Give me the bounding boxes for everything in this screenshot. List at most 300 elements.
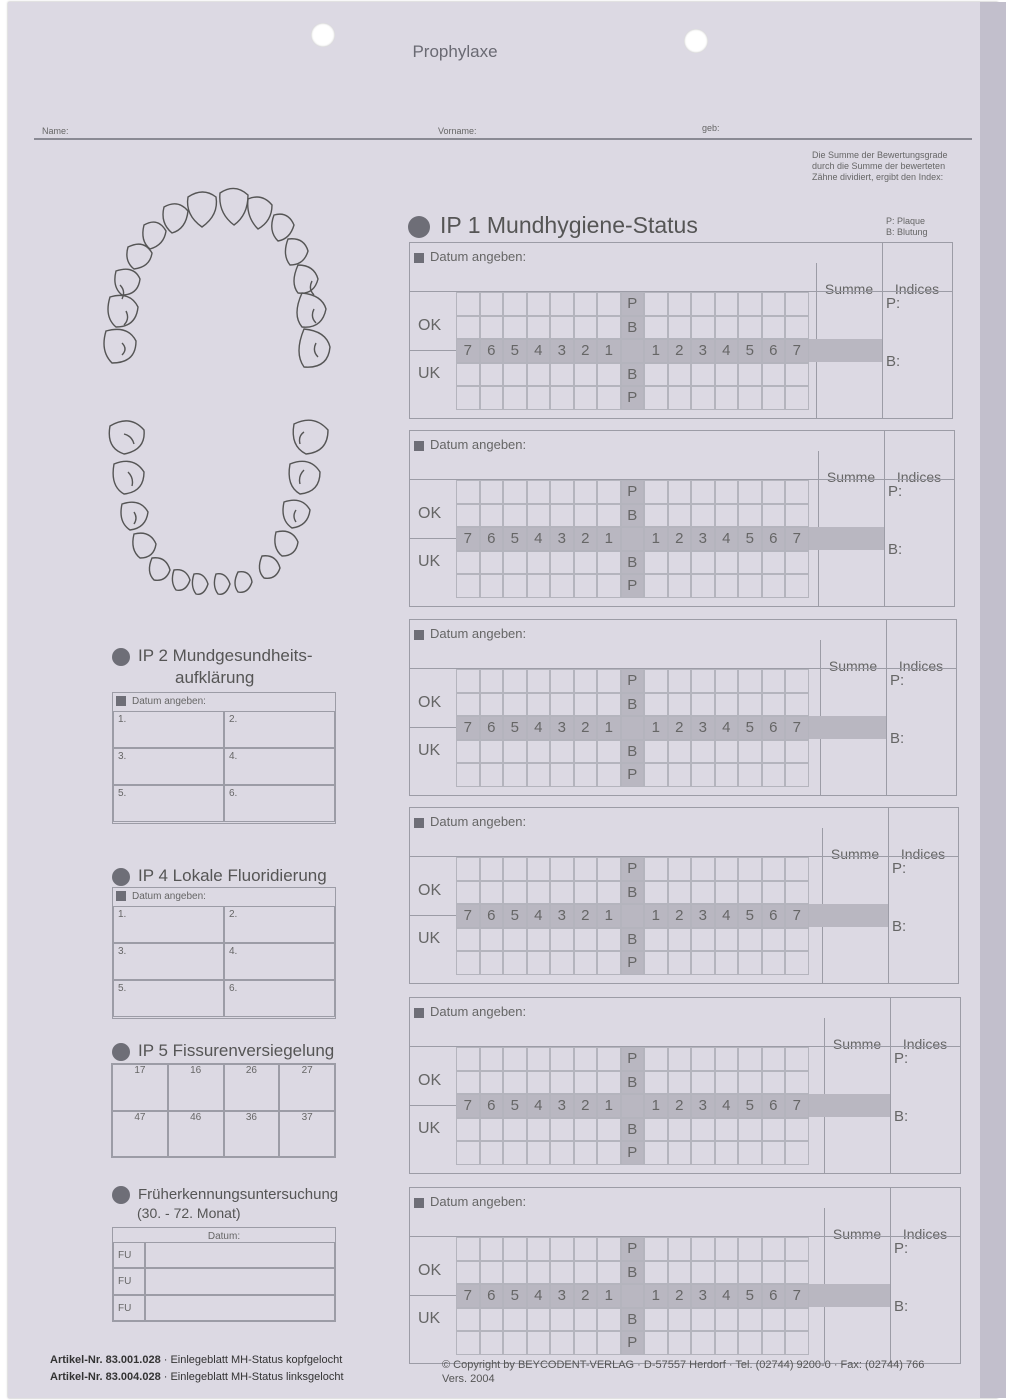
- score-cell[interactable]: [456, 292, 480, 316]
- score-cell[interactable]: [785, 316, 809, 340]
- score-cell[interactable]: [597, 669, 621, 693]
- score-cell[interactable]: [691, 1331, 715, 1355]
- score-cell[interactable]: [691, 1118, 715, 1142]
- score-cell[interactable]: [644, 693, 668, 717]
- score-cell[interactable]: [644, 1308, 668, 1332]
- score-cell[interactable]: [738, 574, 762, 598]
- score-cell[interactable]: [785, 551, 809, 575]
- score-cell[interactable]: [480, 1071, 504, 1095]
- score-cell[interactable]: [480, 857, 504, 881]
- score-cell[interactable]: [715, 740, 739, 764]
- score-cell[interactable]: [762, 763, 786, 787]
- score-cell[interactable]: [668, 316, 692, 340]
- score-cell[interactable]: [456, 504, 480, 528]
- score-cell[interactable]: [503, 951, 527, 975]
- score-cell[interactable]: [503, 857, 527, 881]
- score-cell[interactable]: [503, 1071, 527, 1095]
- score-cell[interactable]: [574, 928, 598, 952]
- score-cell[interactable]: [503, 1118, 527, 1142]
- score-cell[interactable]: [574, 316, 598, 340]
- score-cell[interactable]: [597, 1261, 621, 1285]
- score-cell[interactable]: [480, 740, 504, 764]
- score-cell[interactable]: [597, 951, 621, 975]
- score-cell[interactable]: [527, 693, 551, 717]
- score-cell[interactable]: [738, 1308, 762, 1332]
- score-cell[interactable]: [574, 669, 598, 693]
- score-cell[interactable]: [527, 1047, 551, 1071]
- score-cell[interactable]: [503, 480, 527, 504]
- score-cell[interactable]: [574, 740, 598, 764]
- score-cell[interactable]: [762, 574, 786, 598]
- score-cell[interactable]: [668, 386, 692, 410]
- score-cell[interactable]: [597, 574, 621, 598]
- score-cell[interactable]: [738, 857, 762, 881]
- score-cell[interactable]: [785, 504, 809, 528]
- sealant-cell[interactable]: 27: [279, 1064, 335, 1111]
- score-cell[interactable]: [644, 1331, 668, 1355]
- score-cell[interactable]: [456, 480, 480, 504]
- score-cell[interactable]: [574, 1261, 598, 1285]
- score-cell[interactable]: [456, 1237, 480, 1261]
- score-cell[interactable]: [480, 386, 504, 410]
- fu-date-cell[interactable]: [145, 1295, 335, 1321]
- score-cell[interactable]: [456, 928, 480, 952]
- score-cell[interactable]: [644, 574, 668, 598]
- score-cell[interactable]: [738, 316, 762, 340]
- score-cell[interactable]: [691, 693, 715, 717]
- score-cell[interactable]: [527, 504, 551, 528]
- score-cell[interactable]: [456, 316, 480, 340]
- score-cell[interactable]: [668, 1118, 692, 1142]
- score-cell[interactable]: [738, 693, 762, 717]
- score-cell[interactable]: [527, 669, 551, 693]
- entry-cell[interactable]: 5.: [113, 980, 224, 1017]
- score-cell[interactable]: [644, 669, 668, 693]
- sealant-cell[interactable]: 46: [168, 1111, 224, 1158]
- score-cell[interactable]: [480, 881, 504, 905]
- score-cell[interactable]: [691, 669, 715, 693]
- score-cell[interactable]: [762, 1118, 786, 1142]
- score-cell[interactable]: [715, 363, 739, 387]
- score-cell[interactable]: [762, 316, 786, 340]
- score-cell[interactable]: [480, 363, 504, 387]
- score-cell[interactable]: [644, 363, 668, 387]
- score-cell[interactable]: [785, 480, 809, 504]
- entry-cell[interactable]: 3.: [113, 748, 224, 785]
- score-cell[interactable]: [480, 551, 504, 575]
- score-cell[interactable]: [527, 1308, 551, 1332]
- score-cell[interactable]: [715, 551, 739, 575]
- score-cell[interactable]: [691, 386, 715, 410]
- score-cell[interactable]: [691, 316, 715, 340]
- score-cell[interactable]: [597, 363, 621, 387]
- entry-cell[interactable]: 1.: [113, 906, 224, 943]
- score-cell[interactable]: [527, 740, 551, 764]
- score-cell[interactable]: [762, 386, 786, 410]
- score-cell[interactable]: [574, 1047, 598, 1071]
- score-cell[interactable]: [527, 1261, 551, 1285]
- score-cell[interactable]: [715, 763, 739, 787]
- score-cell[interactable]: [738, 1118, 762, 1142]
- score-cell[interactable]: [644, 292, 668, 316]
- score-cell[interactable]: [597, 881, 621, 905]
- score-cell[interactable]: [597, 551, 621, 575]
- score-cell[interactable]: [597, 1308, 621, 1332]
- score-cell[interactable]: [574, 857, 598, 881]
- score-cell[interactable]: [644, 1118, 668, 1142]
- score-cell[interactable]: [785, 1331, 809, 1355]
- sealant-cell[interactable]: 17: [112, 1064, 168, 1111]
- entry-cell[interactable]: 3.: [113, 943, 224, 980]
- score-cell[interactable]: [644, 740, 668, 764]
- score-cell[interactable]: [762, 292, 786, 316]
- score-cell[interactable]: [644, 763, 668, 787]
- score-cell[interactable]: [644, 551, 668, 575]
- score-cell[interactable]: [597, 1331, 621, 1355]
- entry-cell[interactable]: 4.: [224, 943, 335, 980]
- score-cell[interactable]: [480, 1331, 504, 1355]
- entry-cell[interactable]: 6.: [224, 980, 335, 1017]
- score-cell[interactable]: [668, 363, 692, 387]
- score-cell[interactable]: [738, 551, 762, 575]
- score-cell[interactable]: [574, 1141, 598, 1165]
- score-cell[interactable]: [503, 292, 527, 316]
- score-cell[interactable]: [738, 292, 762, 316]
- score-cell[interactable]: [691, 1071, 715, 1095]
- sealant-cell[interactable]: 47: [112, 1111, 168, 1158]
- score-cell[interactable]: [738, 763, 762, 787]
- score-cell[interactable]: [738, 669, 762, 693]
- score-cell[interactable]: [503, 693, 527, 717]
- score-cell[interactable]: [574, 551, 598, 575]
- score-cell[interactable]: [550, 504, 574, 528]
- score-cell[interactable]: [503, 928, 527, 952]
- score-cell[interactable]: [644, 1071, 668, 1095]
- score-cell[interactable]: [668, 292, 692, 316]
- score-cell[interactable]: [597, 763, 621, 787]
- score-cell[interactable]: [738, 951, 762, 975]
- score-cell[interactable]: [668, 881, 692, 905]
- score-cell[interactable]: [480, 693, 504, 717]
- score-cell[interactable]: [480, 1118, 504, 1142]
- score-cell[interactable]: [738, 386, 762, 410]
- score-cell[interactable]: [762, 928, 786, 952]
- score-cell[interactable]: [480, 951, 504, 975]
- score-cell[interactable]: [691, 1308, 715, 1332]
- score-cell[interactable]: [480, 1237, 504, 1261]
- score-cell[interactable]: [574, 480, 598, 504]
- score-cell[interactable]: [480, 669, 504, 693]
- score-cell[interactable]: [597, 504, 621, 528]
- score-cell[interactable]: [574, 951, 598, 975]
- score-cell[interactable]: [456, 386, 480, 410]
- score-cell[interactable]: [715, 1237, 739, 1261]
- score-cell[interactable]: [527, 1118, 551, 1142]
- score-cell[interactable]: [574, 1071, 598, 1095]
- score-cell[interactable]: [480, 928, 504, 952]
- score-cell[interactable]: [456, 857, 480, 881]
- score-cell[interactable]: [550, 1308, 574, 1332]
- score-cell[interactable]: [668, 480, 692, 504]
- score-cell[interactable]: [503, 1308, 527, 1332]
- score-cell[interactable]: [644, 386, 668, 410]
- score-cell[interactable]: [550, 1331, 574, 1355]
- score-cell[interactable]: [597, 386, 621, 410]
- score-cell[interactable]: [644, 1141, 668, 1165]
- score-cell[interactable]: [785, 1237, 809, 1261]
- score-cell[interactable]: [527, 574, 551, 598]
- score-cell[interactable]: [785, 693, 809, 717]
- score-cell[interactable]: [785, 1261, 809, 1285]
- score-cell[interactable]: [550, 951, 574, 975]
- sealant-cell[interactable]: 16: [168, 1064, 224, 1111]
- score-cell[interactable]: [785, 951, 809, 975]
- score-cell[interactable]: [785, 363, 809, 387]
- score-cell[interactable]: [456, 740, 480, 764]
- score-cell[interactable]: [550, 1237, 574, 1261]
- score-cell[interactable]: [691, 951, 715, 975]
- score-cell[interactable]: [715, 1331, 739, 1355]
- score-cell[interactable]: [668, 1237, 692, 1261]
- score-cell[interactable]: [574, 693, 598, 717]
- score-cell[interactable]: [738, 1261, 762, 1285]
- score-cell[interactable]: [785, 928, 809, 952]
- score-cell[interactable]: [456, 1071, 480, 1095]
- score-cell[interactable]: [668, 1308, 692, 1332]
- score-cell[interactable]: [527, 363, 551, 387]
- score-cell[interactable]: [574, 1118, 598, 1142]
- score-cell[interactable]: [668, 574, 692, 598]
- score-cell[interactable]: [738, 1047, 762, 1071]
- score-cell[interactable]: [503, 1141, 527, 1165]
- score-cell[interactable]: [480, 1261, 504, 1285]
- score-cell[interactable]: [715, 1118, 739, 1142]
- score-cell[interactable]: [527, 928, 551, 952]
- score-cell[interactable]: [597, 292, 621, 316]
- score-cell[interactable]: [597, 316, 621, 340]
- sealant-cell[interactable]: 37: [279, 1111, 335, 1158]
- score-cell[interactable]: [644, 316, 668, 340]
- score-cell[interactable]: [550, 1071, 574, 1095]
- score-cell[interactable]: [738, 1237, 762, 1261]
- score-cell[interactable]: [762, 951, 786, 975]
- score-cell[interactable]: [785, 386, 809, 410]
- score-cell[interactable]: [550, 669, 574, 693]
- score-cell[interactable]: [597, 928, 621, 952]
- score-cell[interactable]: [503, 363, 527, 387]
- score-cell[interactable]: [691, 1141, 715, 1165]
- score-cell[interactable]: [503, 1331, 527, 1355]
- score-cell[interactable]: [668, 1331, 692, 1355]
- score-cell[interactable]: [715, 316, 739, 340]
- score-cell[interactable]: [691, 292, 715, 316]
- score-cell[interactable]: [480, 316, 504, 340]
- score-cell[interactable]: [574, 386, 598, 410]
- score-cell[interactable]: [691, 504, 715, 528]
- score-cell[interactable]: [715, 669, 739, 693]
- score-cell[interactable]: [762, 857, 786, 881]
- score-cell[interactable]: [762, 693, 786, 717]
- score-cell[interactable]: [527, 551, 551, 575]
- score-cell[interactable]: [668, 928, 692, 952]
- score-cell[interactable]: [597, 857, 621, 881]
- score-cell[interactable]: [480, 763, 504, 787]
- score-cell[interactable]: [527, 951, 551, 975]
- score-cell[interactable]: [503, 763, 527, 787]
- score-cell[interactable]: [503, 1047, 527, 1071]
- score-cell[interactable]: [668, 1141, 692, 1165]
- score-cell[interactable]: [456, 763, 480, 787]
- score-cell[interactable]: [644, 857, 668, 881]
- score-cell[interactable]: [574, 363, 598, 387]
- score-cell[interactable]: [597, 1118, 621, 1142]
- score-cell[interactable]: [550, 574, 574, 598]
- score-cell[interactable]: [527, 881, 551, 905]
- score-cell[interactable]: [503, 881, 527, 905]
- score-cell[interactable]: [644, 504, 668, 528]
- score-cell[interactable]: [738, 504, 762, 528]
- score-cell[interactable]: [715, 292, 739, 316]
- score-cell[interactable]: [762, 1261, 786, 1285]
- score-cell[interactable]: [550, 1047, 574, 1071]
- score-cell[interactable]: [691, 857, 715, 881]
- score-cell[interactable]: [668, 504, 692, 528]
- score-cell[interactable]: [785, 574, 809, 598]
- sealant-cell[interactable]: 36: [224, 1111, 280, 1158]
- score-cell[interactable]: [715, 693, 739, 717]
- score-cell[interactable]: [456, 669, 480, 693]
- score-cell[interactable]: [668, 1261, 692, 1285]
- score-cell[interactable]: [597, 740, 621, 764]
- fu-date-cell[interactable]: [145, 1242, 335, 1268]
- score-cell[interactable]: [715, 928, 739, 952]
- score-cell[interactable]: [550, 881, 574, 905]
- score-cell[interactable]: [456, 1261, 480, 1285]
- score-cell[interactable]: [480, 292, 504, 316]
- score-cell[interactable]: [644, 928, 668, 952]
- score-cell[interactable]: [503, 504, 527, 528]
- score-cell[interactable]: [456, 1047, 480, 1071]
- score-cell[interactable]: [550, 740, 574, 764]
- score-cell[interactable]: [480, 1047, 504, 1071]
- score-cell[interactable]: [503, 316, 527, 340]
- score-cell[interactable]: [715, 1071, 739, 1095]
- score-cell[interactable]: [691, 363, 715, 387]
- score-cell[interactable]: [480, 1141, 504, 1165]
- score-cell[interactable]: [668, 1047, 692, 1071]
- score-cell[interactable]: [456, 951, 480, 975]
- score-cell[interactable]: [456, 881, 480, 905]
- score-cell[interactable]: [715, 386, 739, 410]
- score-cell[interactable]: [715, 480, 739, 504]
- score-cell[interactable]: [785, 1071, 809, 1095]
- score-cell[interactable]: [550, 1118, 574, 1142]
- score-cell[interactable]: [597, 693, 621, 717]
- score-cell[interactable]: [715, 1308, 739, 1332]
- score-cell[interactable]: [785, 1141, 809, 1165]
- score-cell[interactable]: [503, 740, 527, 764]
- score-cell[interactable]: [668, 740, 692, 764]
- score-cell[interactable]: [762, 669, 786, 693]
- score-cell[interactable]: [668, 551, 692, 575]
- score-cell[interactable]: [527, 386, 551, 410]
- score-cell[interactable]: [738, 928, 762, 952]
- score-cell[interactable]: [456, 1308, 480, 1332]
- score-cell[interactable]: [762, 551, 786, 575]
- score-cell[interactable]: [550, 480, 574, 504]
- score-cell[interactable]: [691, 1237, 715, 1261]
- score-cell[interactable]: [480, 504, 504, 528]
- score-cell[interactable]: [550, 928, 574, 952]
- score-cell[interactable]: [785, 763, 809, 787]
- score-cell[interactable]: [785, 1308, 809, 1332]
- score-cell[interactable]: [456, 574, 480, 598]
- score-cell[interactable]: [738, 740, 762, 764]
- score-cell[interactable]: [456, 363, 480, 387]
- score-cell[interactable]: [691, 1047, 715, 1071]
- score-cell[interactable]: [691, 740, 715, 764]
- score-cell[interactable]: [762, 363, 786, 387]
- score-cell[interactable]: [668, 1071, 692, 1095]
- score-cell[interactable]: [785, 881, 809, 905]
- score-cell[interactable]: [550, 693, 574, 717]
- score-cell[interactable]: [574, 1331, 598, 1355]
- score-cell[interactable]: [527, 763, 551, 787]
- score-cell[interactable]: [691, 551, 715, 575]
- score-cell[interactable]: [503, 551, 527, 575]
- score-cell[interactable]: [738, 1141, 762, 1165]
- score-cell[interactable]: [597, 1237, 621, 1261]
- score-cell[interactable]: [456, 693, 480, 717]
- score-cell[interactable]: [550, 763, 574, 787]
- score-cell[interactable]: [691, 763, 715, 787]
- entry-cell[interactable]: 1.: [113, 711, 224, 748]
- score-cell[interactable]: [691, 480, 715, 504]
- score-cell[interactable]: [691, 881, 715, 905]
- score-cell[interactable]: [715, 574, 739, 598]
- score-cell[interactable]: [738, 1331, 762, 1355]
- score-cell[interactable]: [574, 763, 598, 787]
- score-cell[interactable]: [762, 740, 786, 764]
- score-cell[interactable]: [456, 551, 480, 575]
- score-cell[interactable]: [668, 693, 692, 717]
- score-cell[interactable]: [762, 881, 786, 905]
- score-cell[interactable]: [738, 1071, 762, 1095]
- score-cell[interactable]: [762, 1331, 786, 1355]
- entry-cell[interactable]: 5.: [113, 785, 224, 822]
- entry-cell[interactable]: 2.: [224, 906, 335, 943]
- score-cell[interactable]: [668, 857, 692, 881]
- score-cell[interactable]: [456, 1118, 480, 1142]
- score-cell[interactable]: [668, 763, 692, 787]
- score-cell[interactable]: [785, 669, 809, 693]
- score-cell[interactable]: [527, 292, 551, 316]
- score-cell[interactable]: [574, 881, 598, 905]
- score-cell[interactable]: [785, 740, 809, 764]
- score-cell[interactable]: [785, 1047, 809, 1071]
- score-cell[interactable]: [715, 951, 739, 975]
- score-cell[interactable]: [715, 1047, 739, 1071]
- score-cell[interactable]: [738, 363, 762, 387]
- score-cell[interactable]: [644, 480, 668, 504]
- score-cell[interactable]: [503, 574, 527, 598]
- score-cell[interactable]: [550, 857, 574, 881]
- score-cell[interactable]: [527, 1071, 551, 1095]
- score-cell[interactable]: [668, 951, 692, 975]
- score-cell[interactable]: [527, 1237, 551, 1261]
- score-cell[interactable]: [456, 1331, 480, 1355]
- score-cell[interactable]: [550, 1141, 574, 1165]
